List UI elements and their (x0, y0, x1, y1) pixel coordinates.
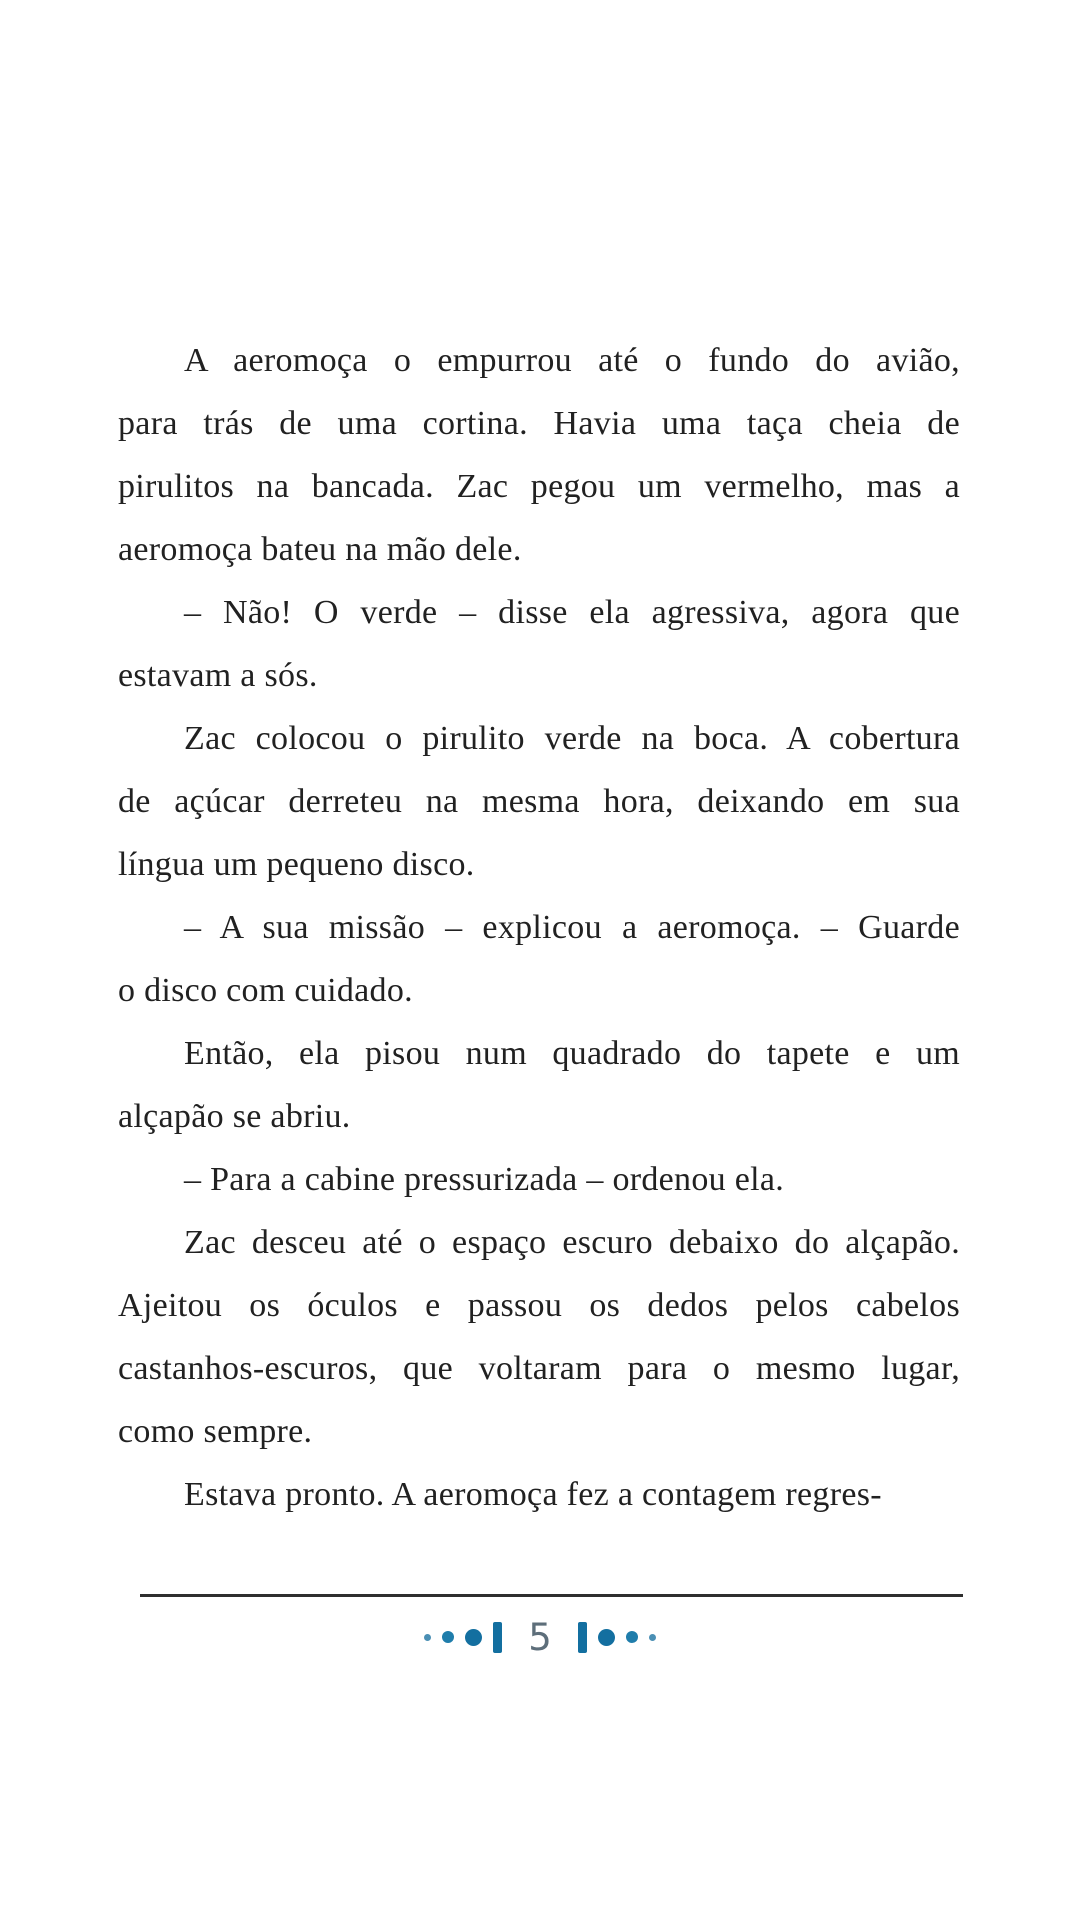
dot-medium-icon (626, 1631, 638, 1643)
ornament-left (424, 1622, 502, 1653)
text-line: língua um pequeno disco. (118, 846, 475, 883)
dot-small-icon (424, 1634, 431, 1641)
text-line: Zac colocou o pirulito verde na boca. A cobertura (184, 720, 960, 757)
dot-small-icon (649, 1634, 656, 1641)
ornament-right (578, 1622, 656, 1653)
text-line: Então, ela pisou num quadrado do tapete e um (184, 1035, 960, 1072)
text-line: de açúcar derreteu na mesma hora, deixando em sua (118, 783, 960, 820)
text-line: o disco com cuidado. (118, 972, 413, 1009)
bar-icon (578, 1622, 587, 1653)
dot-medium-icon (442, 1631, 454, 1643)
text-line: – A sua missão – explicou a aeromoça. – Guarde (184, 909, 960, 946)
text-line: – Não! O verde – disse ela agressiva, agora que (184, 594, 960, 631)
text-line: aeromoça bateu na mão dele. (118, 531, 522, 568)
text-line: como sempre. (118, 1413, 313, 1450)
text-line: Estava pronto. A aeromoça fez a contagem regres- (184, 1476, 882, 1513)
text-line: Ajeitou os óculos e passou os dedos pelos cabelos (118, 1287, 960, 1324)
dot-large-icon (465, 1629, 482, 1646)
text-line: Zac desceu até o espaço escuro debaixo do alçapão. (184, 1224, 960, 1261)
page-number: 5 (528, 1615, 552, 1659)
footer-rule (140, 1594, 963, 1597)
text-line: para trás de uma cortina. Havia uma taça cheia de (118, 405, 960, 442)
bar-icon (493, 1622, 502, 1653)
text-line: castanhos-escuros, que voltaram para o mesmo lugar, (118, 1350, 960, 1387)
dot-large-icon (598, 1629, 615, 1646)
text-line: alçapão se abriu. (118, 1098, 351, 1135)
text-line: pirulitos na bancada. Zac pegou um vermelho, mas a (118, 468, 960, 505)
page-text (118, 329, 960, 1526)
page-footer (0, 1616, 1080, 1658)
text-line: – Para a cabine pressurizada – ordenou ela. (184, 1161, 785, 1198)
text-line: estavam a sós. (118, 657, 318, 694)
text-line: A aeromoça o empurrou até o fundo do avião, (184, 342, 960, 379)
